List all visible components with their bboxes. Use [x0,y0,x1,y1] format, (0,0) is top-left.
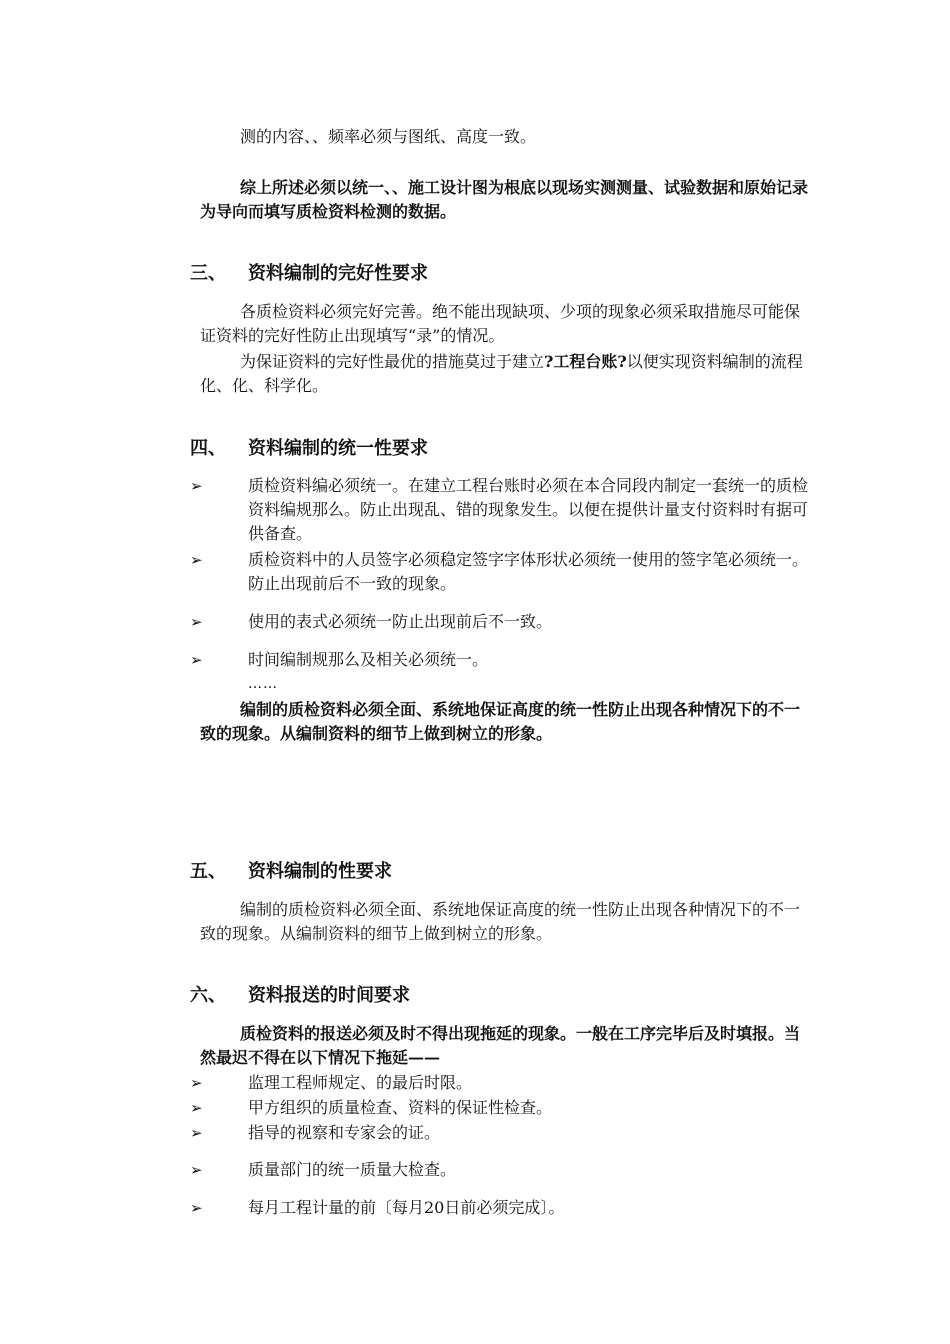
list-item [190,610,810,634]
list-item-text: 指导的视察和专家会的证。 [248,1123,441,1142]
list-item-text: 使用的表式必须统一防止出现前后不一致。 [248,612,553,631]
section-3-heading [190,262,428,286]
bullet-arrow-icon: ➢ [190,651,203,669]
bullet-arrow-icon: ➢ [190,551,203,569]
list-item-text: 质量部门的统一质量大检查。 [248,1160,457,1179]
list-item [190,1121,810,1145]
paragraph-summary: 综上所述必须以统一、、施工设计图为根底以现场实测测量、试验数据和原始记录为导向而填写质检资料检测的数据。 [200,178,809,221]
bullet-arrow-icon: ➢ [190,1199,203,1217]
list-item [190,1158,810,1182]
section-6-paragraph: 质检资料的报送必须及时不得出现拖延的现象。一般在工序完毕后及时填报。当然最迟不得在以下情况下拖延—— [200,1024,801,1067]
section-5-number: 五、 [190,861,226,882]
section-6-number: 六、 [190,985,226,1006]
list-item [190,1196,810,1220]
list-item-text: 每月工程计量的前〔每月20日前必须完成〕。 [248,1198,565,1217]
list-item [190,474,810,546]
list-item [190,548,810,596]
section-4-number: 四、 [190,438,226,459]
section-3-paragraph-2-a: 为保证资料的完好性最优的措施莫过于建立 [240,352,545,371]
section-3-paragraph-2 [200,350,810,398]
section-3-paragraph-1: 各质检资料必须完好完善。绝不能出现缺项、少项的现象必须采取措施尽可能保证资料的完好性防止出现填写“录”的情况。 [200,302,801,345]
list-item-text: 时间编制规那么及相关必须统一。 [248,650,489,669]
section-6-heading [190,984,410,1008]
section-4-title: 资料编制的统一性要求 [248,438,428,459]
section-6-title: 资料报送的时间要求 [248,985,410,1006]
bullet-arrow-icon: ➢ [190,1161,203,1179]
section-3-number: 三、 [190,263,226,284]
list-item-text: 甲方组织的质量检查、资料的保证性检查。 [248,1098,553,1117]
section-5-title: 资料编制的性要求 [248,861,392,882]
section-3-ledger-term: ?工程台账? [544,352,627,371]
section-4-heading [190,437,428,461]
section-3-title: 资料编制的完好性要求 [248,263,428,284]
bullet-arrow-icon: ➢ [190,1124,203,1142]
list-item [190,1096,810,1120]
list-item-text: 质检资料中的人员签字必须稳定签字字体形状必须统一使用的签字笔必须统一。防止出现前后不一致的现象。 [248,550,809,593]
section-4-summary: 编制的质检资料必须全面、系统地保证高度的统一性防止出现各种情况下的不一致的现象。从编制资料的细节上做到树立的形象。 [200,700,801,743]
paragraph-top: 测的内容、、频率必须与图纸、高度一致。 [240,127,537,146]
bullet-arrow-icon: ➢ [190,1099,203,1117]
bullet-arrow-icon: ➢ [190,477,203,495]
bullet-arrow-icon: ➢ [190,1074,203,1092]
list-item-text: 质检资料编必须统一。在建立工程台账时必须在本合同段内制定一套统一的质检资料编规那么。防止出现乱、错的现象发生。以便在提供计量支付资料时有据可供备查。 [248,476,809,543]
section-5-heading [190,860,392,884]
list-item [190,648,810,672]
section-3-paragraph-2-c: 以便实现资料编制的流程化、化、科学化。 [200,352,803,395]
section-5-paragraph: 编制的质检资料必须全面、系统地保证高度的统一性防止出现各种情况下的不一致的现象。从编制资料的细节上做到树立的形象。 [200,900,801,943]
list-item [190,1071,810,1095]
bullet-arrow-icon: ➢ [190,613,203,631]
list-item-text: 监理工程师规定、的最后时限。 [248,1073,473,1092]
ellipsis: …… [248,676,278,692]
